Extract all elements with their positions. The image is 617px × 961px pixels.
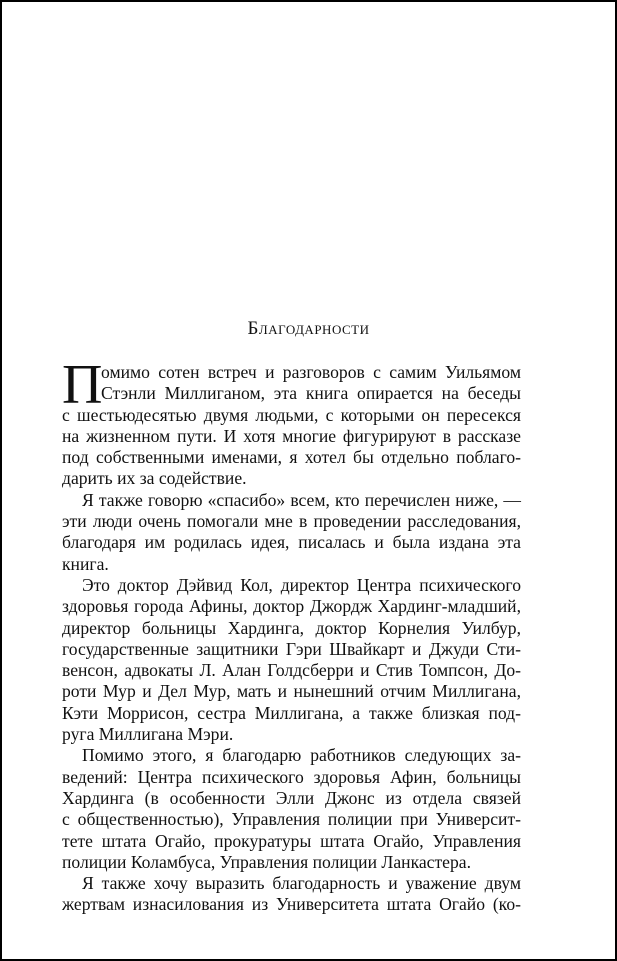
- text-line: омимо сотен встреч и разговоров с самим Уильямом: [101, 362, 521, 382]
- text-line: Я также хочу выразить благодарность и уважение двум: [82, 873, 521, 894]
- paragraph: [62, 490, 521, 575]
- text-line: венсон, адвокаты Л. Алан Голдсберри и Стив Томпсон, До-: [62, 660, 521, 681]
- paragraph: [62, 354, 521, 490]
- text-line: с общественностью), Управления полиции при Университ-: [62, 809, 521, 830]
- text-line: здоровья города Афины, доктор Джордж Хардинг-младший,: [62, 596, 521, 617]
- text-line: под собственными именами, я хотел бы отдельно поблаго-: [62, 447, 521, 468]
- text-line: Это доктор Дэйвид Кол, директор Центра психического: [82, 574, 521, 595]
- text-line: благодаря им родилась идея, писалась и была издана эта: [62, 532, 521, 553]
- text-line: полиции Коламбуса, Управления полиции Ланкастера.: [62, 851, 471, 872]
- text-line: ведений: Центра психического здоровья Афин, больницы: [62, 766, 521, 787]
- chapter-title: Благодарности: [247, 318, 370, 339]
- paragraph: [62, 745, 521, 873]
- body-text: [62, 354, 521, 916]
- text-line: жертвам изнасилования из Университета штата Огайо (ко-: [62, 894, 521, 915]
- text-line: с шестьюдесятью двумя людьми, с которыми он пересекся: [62, 404, 521, 425]
- text-line: тете штата Огайо, прокуратуры штата Огайо, Управления: [62, 830, 521, 851]
- drop-cap: П: [62, 354, 103, 416]
- text-line: дарить их за содействие.: [62, 468, 247, 489]
- text-line: Я также говорю «спасибо» всем, кто перечислен ниже, —: [82, 489, 521, 510]
- paragraph: [62, 873, 521, 916]
- text-line: эти люди очень помогали мне в проведении расследования,: [62, 511, 521, 532]
- text-line: руга Миллигана Мэри.: [62, 724, 234, 745]
- text-line: книга.: [62, 553, 109, 574]
- text-line: Кэти Моррисон, сестра Миллигана, а также близкая под-: [62, 702, 521, 723]
- text-line: Помимо этого, я благодарю работников следующих за-: [82, 745, 521, 766]
- text-line: Стэнли Миллиганом, эта книга опирается на беседы: [101, 383, 521, 404]
- text-line: роти Мур и Дел Мур, мать и нынешний отчим Миллигана,: [62, 681, 521, 702]
- text-line: на жизненном пути. И хотя многие фигурируют в рассказе: [62, 425, 521, 446]
- paragraph: [62, 575, 521, 745]
- text-line: директор больницы Хардинга, доктор Корнелия Уилбур,: [62, 617, 521, 638]
- text-line: Хардинга (в особенности Элли Джонс из отдела связей: [62, 787, 521, 808]
- text-line: государственные защитники Гэри Швайкарт и Джуди Сти-: [62, 638, 521, 659]
